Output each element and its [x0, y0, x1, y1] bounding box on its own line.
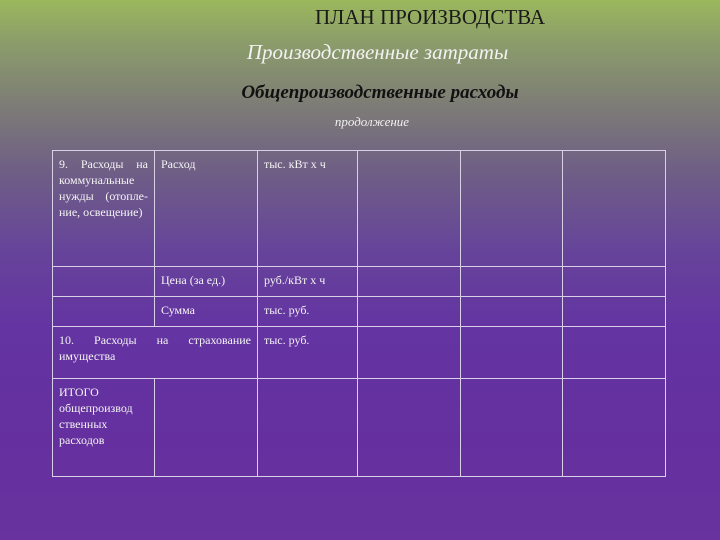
value-cell[interactable]	[358, 379, 461, 477]
insurance-label-cell: 10. Расходы на страхование имущества	[53, 327, 258, 379]
sum-label-cell: Сумма	[155, 297, 258, 327]
empty-cell	[53, 267, 155, 297]
page-title: ПЛАН ПРОИЗВОДСТВА	[314, 5, 546, 29]
sum-unit-cell: тыс. руб.	[258, 297, 358, 327]
value-cell[interactable]	[461, 267, 563, 297]
value-cell[interactable]	[563, 327, 666, 379]
consumption-label-cell: Расход	[155, 151, 258, 267]
value-cell[interactable]	[358, 267, 461, 297]
table-row	[53, 297, 666, 327]
utilities-label-cell: 9. Расходы на коммунальные нужды (отопле-ние, освещение)	[53, 151, 155, 267]
table-row	[53, 379, 666, 477]
value-cell[interactable]	[358, 151, 461, 267]
value-cell[interactable]	[461, 327, 563, 379]
table-row	[53, 327, 666, 379]
empty-cell	[53, 297, 155, 327]
price-label-cell: Цена (за ед.)	[155, 267, 258, 297]
value-cell[interactable]	[563, 379, 666, 477]
page-subtitle: Производственные затраты	[246, 40, 509, 64]
value-cell[interactable]	[461, 151, 563, 267]
value-cell[interactable]	[258, 379, 358, 477]
value-cell[interactable]	[461, 379, 563, 477]
value-cell[interactable]	[563, 151, 666, 267]
value-cell[interactable]	[358, 297, 461, 327]
price-unit-cell: руб./кВт х ч	[258, 267, 358, 297]
table-row	[53, 267, 666, 297]
section-title: Общепроизводственные расходы	[241, 82, 519, 103]
consumption-unit-cell: тыс. кВт х ч	[258, 151, 358, 267]
insurance-unit-cell: тыс. руб.	[258, 327, 358, 379]
value-cell[interactable]	[155, 379, 258, 477]
value-cell[interactable]	[358, 327, 461, 379]
value-cell[interactable]	[461, 297, 563, 327]
total-label-cell: ИТОГО общепроизвод ственных расходов	[53, 379, 155, 477]
continuation-note: продолжение	[334, 114, 410, 129]
value-cell[interactable]	[563, 297, 666, 327]
value-cell[interactable]	[563, 267, 666, 297]
table-row	[53, 151, 666, 267]
overhead-expenses-table	[52, 150, 666, 477]
